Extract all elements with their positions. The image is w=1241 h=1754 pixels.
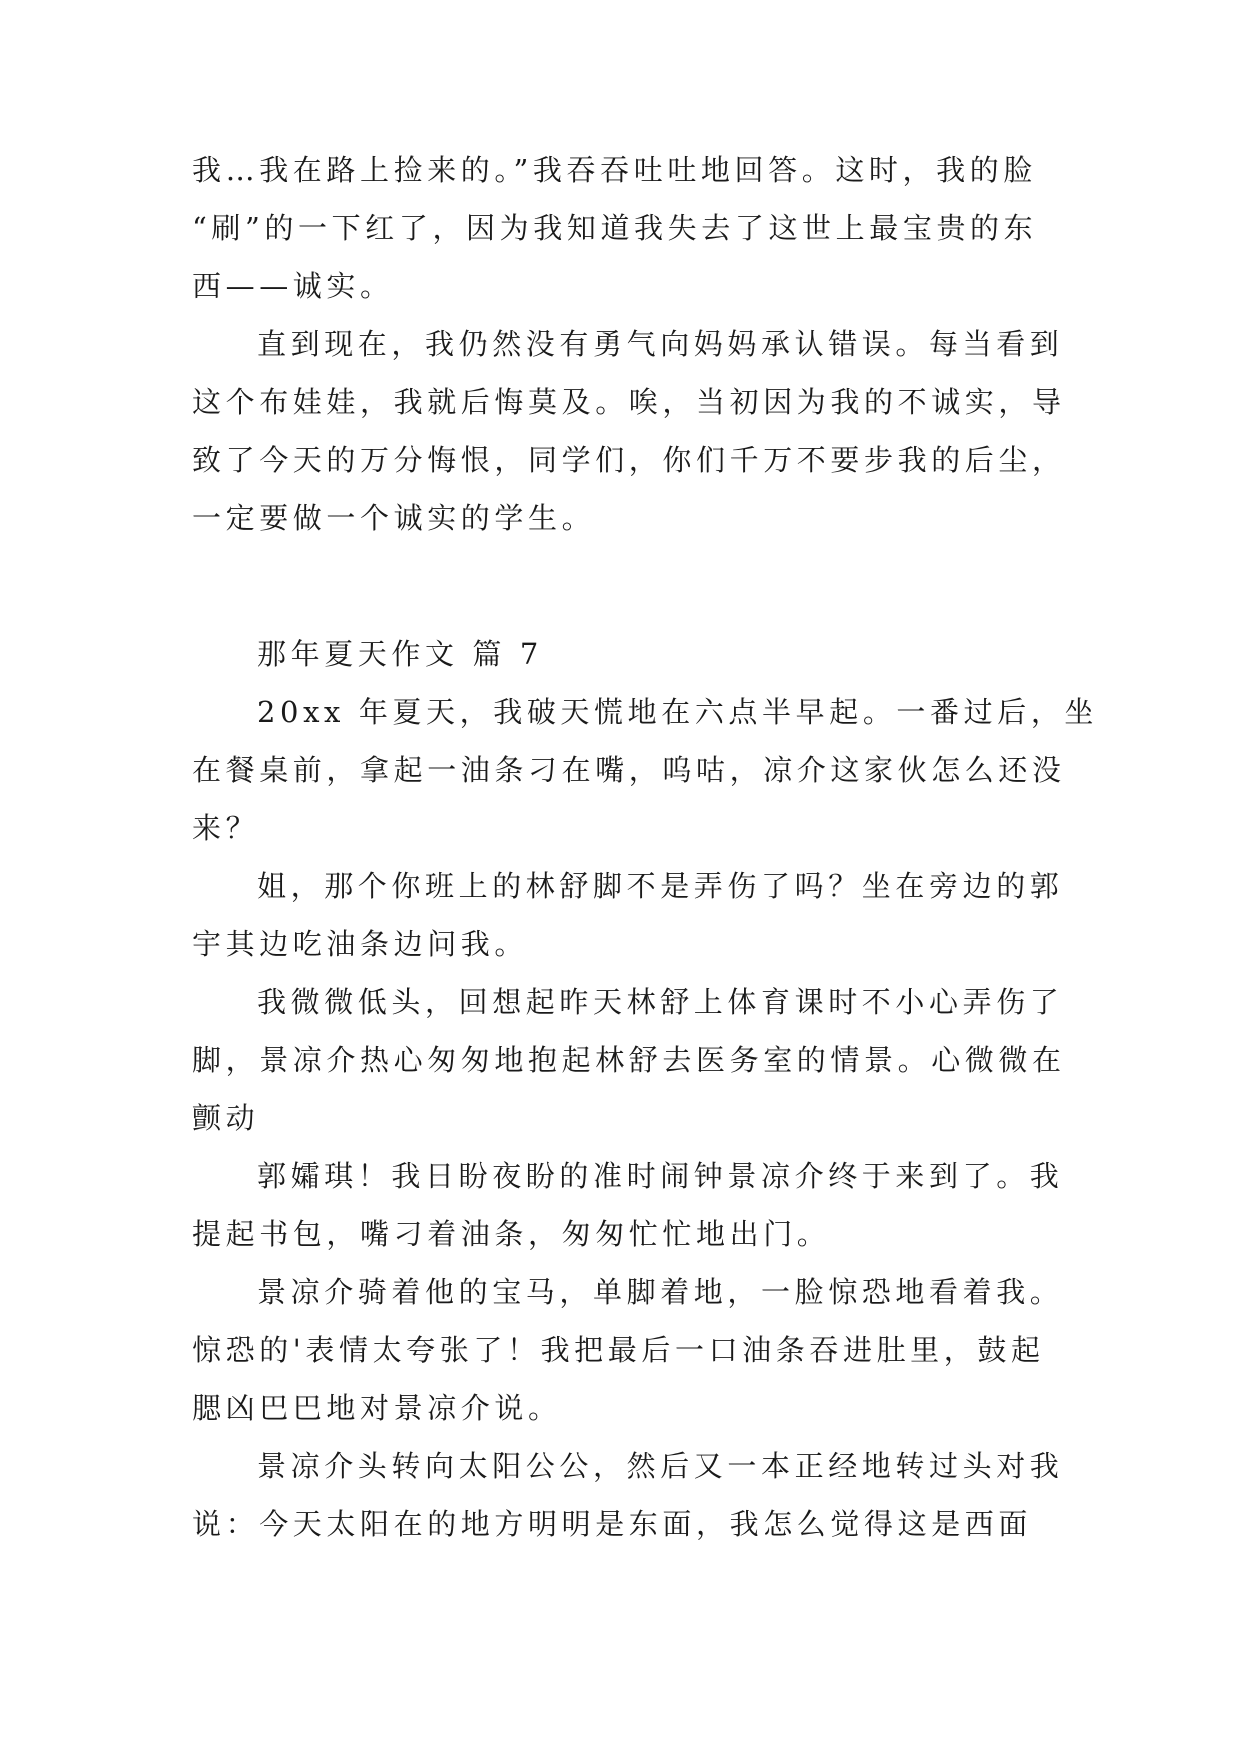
text-line: 宇其边吃油条边问我。	[192, 927, 529, 961]
text-line: 惊恐的'表情太夸张了！我把最后一口油条吞进肚里，鼓起	[192, 1333, 1045, 1367]
text-line: 我…我在路上捡来的。”我吞吞吐吐地回答。这时，我的脸	[192, 153, 1037, 187]
text-line: 一定要做一个诚实的学生。	[192, 501, 596, 535]
text-line: 这个布娃娃，我就后悔莫及。唉，当初因为我的不诚实，导	[192, 385, 1066, 419]
text-line: 致了今天的万分悔恨，同学们，你们千万不要步我的后尘，	[192, 443, 1066, 477]
text-line: 20xx 年夏天，我破天慌地在六点半早起。一番过后，坐	[257, 695, 1099, 729]
text-line: 颤动	[192, 1101, 260, 1135]
text-line: “刷”的一下红了，因为我知道我失去了这世上最宝贵的东	[192, 211, 1038, 245]
text-line: 提起书包，嘴刁着油条，匆匆忙忙地出门。	[192, 1217, 831, 1251]
text-line: 来？	[192, 811, 260, 845]
text-line: 姐，那个你班上的林舒脚不是弄伤了吗？坐在旁边的郭	[257, 869, 1064, 903]
text-line: 在餐桌前，拿起一油条刁在嘴，呜咕，凉介这家伙怎么还没	[192, 753, 1066, 787]
text-line: 脚，景凉介热心匆匆地抱起林舒去医务室的情景。心微微在	[192, 1043, 1066, 1077]
text-line: 景凉介骑着他的宝马，单脚着地，一脸惊恐地看着我。	[257, 1275, 1064, 1309]
text-line: 郭孀琪！我日盼夜盼的准时闹钟景凉介终于来到了。我	[257, 1159, 1064, 1193]
text-line: 直到现在，我仍然没有勇气向妈妈承认错误。每当看到	[257, 327, 1064, 361]
section-heading: 那年夏天作文 篇 7	[257, 637, 543, 671]
text-line: 景凉介头转向太阳公公，然后又一本正经地转过头对我	[257, 1449, 1064, 1483]
text-line: 腮凶巴巴地对景凉介说。	[192, 1391, 562, 1425]
text-line: 西——诚实。	[192, 269, 394, 303]
text-line: 说：今天太阳在的地方明明是东面，我怎么觉得这是西面	[192, 1507, 1033, 1541]
text-line: 我微微低头，回想起昨天林舒上体育课时不小心弄伤了	[257, 985, 1064, 1019]
